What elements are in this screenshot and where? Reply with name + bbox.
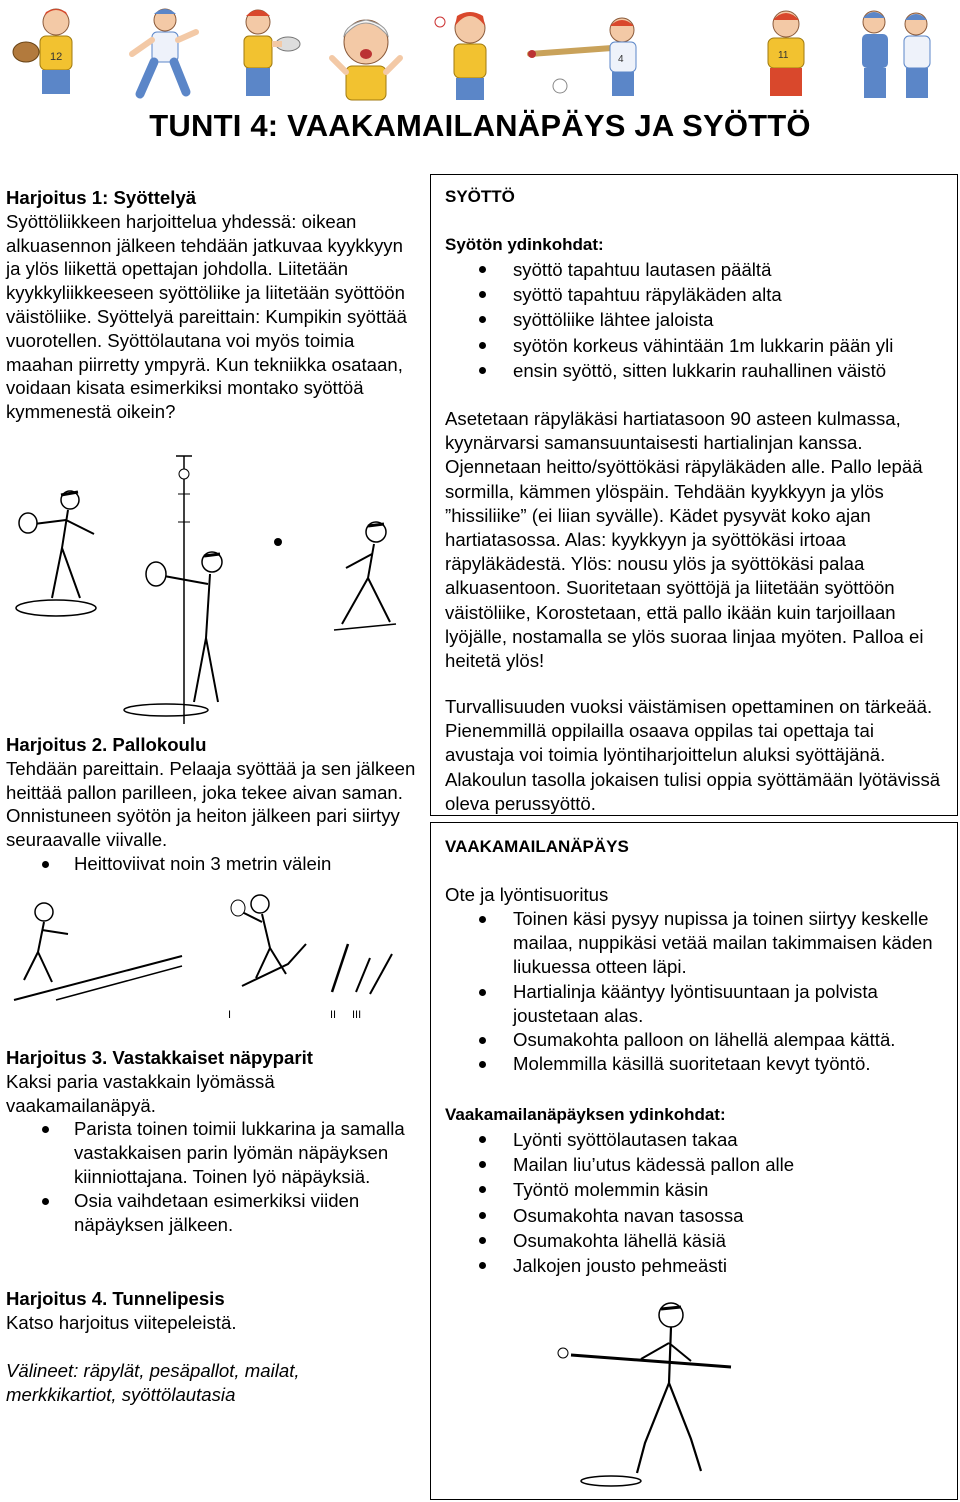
bullet-dot-icon: [479, 342, 486, 349]
exercise-3-bullet: Parista toinen toimii lukkarina ja samalla vastakkaisen parin lyömän näpäyksen kiinniottajana. Toinen lyö näpäyksiä.: [6, 1117, 416, 1188]
pitching-safety-note: Turvallisuuden vuoksi väistämisen opettaminen on tärkeää. Pienemmillä oppilailla osaava oppilas tai opettaja tai avustaja voi toimia lyöntiharjoittelun aluksi syöttäjänä. Alakoulun tasolla jokaisen tulisi oppia syöttämään lyötävissä oleva perussyöttö.: [445, 696, 941, 814]
bullet-dot-icon: [479, 1262, 486, 1269]
banner-player-pitching-illustration: [212, 2, 312, 104]
bunt-core-item: Työntö molemmin käsin: [445, 1177, 945, 1202]
banner-player-crouching-illustration: [736, 2, 836, 104]
bullet-dot-icon: [479, 1136, 486, 1143]
bullet-dot-icon: [42, 1198, 49, 1205]
bullet-dot-icon: [479, 916, 486, 923]
line-label-2: II: [330, 1009, 337, 1021]
exercise-3-bullet: Osia vaihdetaan esimerkiksi viiden näpäyksen jälkeen.: [6, 1189, 416, 1237]
svg-text:11: 11: [778, 50, 789, 61]
banner-player-catcher-illustration: [4, 2, 104, 104]
bullet-dot-icon: [479, 1212, 486, 1219]
bullet-dot-icon: [479, 316, 486, 323]
exercise-3: [6, 1046, 416, 1236]
bunting-batter-illustration: [541, 1293, 801, 1493]
bunt-core-item: Mailan liu’utus kädessä pallon alle: [445, 1152, 945, 1177]
bunt-technique-list: [445, 907, 945, 1076]
bunt-core-item: Lyönti syöttölautasen takaa: [445, 1127, 945, 1152]
pitching-core-item: syötön korkeus vähintään 1m lukkarin pään yli: [445, 333, 945, 358]
banner-player-shouting-illustration: [316, 2, 416, 104]
exercise-4-heading: Harjoitus 4. Tunnelipesis: [6, 1288, 225, 1309]
bullet-dot-icon: [479, 1161, 486, 1168]
bullet-dot-icon: [479, 1186, 486, 1193]
bunt-heading: VAAKAMAILANÄPÄYS: [445, 837, 629, 856]
bullet-dot-icon: [479, 266, 486, 273]
bunt-core-item: Osumakohta navan tasossa: [445, 1203, 945, 1228]
bunt-subheading: Ote ja lyöntisuoritus: [445, 884, 609, 905]
line-label-3: III: [352, 1009, 362, 1021]
bullet-dot-icon: [42, 861, 49, 868]
bullet-dot-icon: [479, 291, 486, 298]
line-label-1: I: [228, 1009, 232, 1021]
bunt-core-list: [445, 1127, 945, 1278]
bunt-technique-item: Osumakohta palloon on lähellä alempaa kättä.: [445, 1028, 945, 1052]
exercise-2-bullet: Heittoviivat noin 3 metrin välein: [6, 852, 416, 876]
pitching-heading: SYÖTTÖ: [445, 187, 515, 206]
svg-text:12: 12: [50, 51, 63, 63]
banner-player-batting-illustration: [520, 2, 650, 104]
pitching-instructions: Asetetaan räpyläkäsi hartiatasoon 90 asteen kulmassa, kyynärvarsi samansuuntaisesti hartialinjan kanssa. Ojennetaan heitto/syöttökäsi räpyläkäden alle. Pallo lepää sormilla, kämmen ylöspäin. Tehdään kyykkyyn ja ylös ”hissiliike” (ei liian syvälle). Kädet pysyvät koko ajan hartiatasossa. Alas: kyykkyyn ja syöttökäsi irtoaa räpyläkädestä. Ylös: nousu ylös ja syöttökäsi palaa alkuasentoon. Suoritetaan syöttöjä ja liitetään syöttöön väistöliike, Korostetaan, että pallo ikään kuin tarjoillaan lyöjälle, nostamalla se ylös suoraa linjaa myöten. Palloa ei heitetä ylös!: [445, 408, 924, 672]
pitching-practice-illustration: [6, 448, 416, 726]
bunt-box: [430, 822, 958, 1500]
exercise-1-heading: Harjoitus 1: Syöttelyä: [6, 187, 197, 208]
banner-player-helmet-illustration: [420, 2, 520, 104]
exercise-1-body: Syöttöliikkeen harjoittelua yhdessä: oikean alkuasennon jälkeen tehdään jatkuvaa kyykkyyn ja ylös liikettä opettajan johdolla. Liitetään kyykkyliikkeeseen syöttöliike ja liitetään syöttöön väistöliike. Syöttelyä pareittain: Kumpikin syöttää vuorotellen. Syöttölautana voi myös toimia maahan piirretty ympyrä. Kun tekniikka osataan, voidaan kisata esimerkiksi montako syöttöä kymmenestä oikein?: [6, 210, 407, 423]
bunt-core-item: Jalkojen jousto pehmeästi: [445, 1253, 945, 1278]
bunt-core-heading: Vaakamailanäpäyksen ydinkohdat:: [445, 1105, 726, 1124]
pitching-core-item: syöttö tapahtuu lautasen päältä: [445, 257, 945, 282]
bunt-technique-item: Hartialinja kääntyy lyöntisuuntaan ja polvista joustetaan alas.: [445, 980, 945, 1028]
throwing-lines-illustration: [6, 888, 416, 1028]
bullet-dot-icon: [479, 1037, 486, 1044]
exercise-4: [6, 1287, 416, 1335]
bunt-technique-item: Molemmilla käsillä suoritetaan kevyt työntö.: [445, 1052, 945, 1076]
bullet-dot-icon: [479, 1061, 486, 1068]
exercise-3-body: Kaksi paria vastakkain lyömässä vaakamailanäpyä.: [6, 1070, 275, 1116]
bunt-core-item: Osumakohta lähellä käsiä: [445, 1228, 945, 1253]
pitching-subheading: Syötön ydinkohdat:: [445, 235, 604, 254]
bullet-dot-icon: [479, 367, 486, 374]
banner-two-players-illustration: [838, 2, 956, 104]
exercise-2-heading: Harjoitus 2. Pallokoulu: [6, 734, 207, 755]
exercise-2-body: Tehdään pareittain. Pelaaja syöttää ja sen jälkeen heittää pallon parilleen, joka tekee aivan saman. Onnistuneen syötön ja heiton jälkeen pari siirtyy seuraavalle viivalle.: [6, 757, 416, 851]
bunt-technique-item: Toinen käsi pysyy nupissa ja toinen siirtyy keskelle mailaa, nuppikäsi vetää mailan takimmaisen käden liukuessa otteen läpi.: [445, 907, 945, 980]
exercise-1: [6, 186, 416, 424]
exercise-4-body: Katso harjoitus viitepeleistä.: [6, 1311, 237, 1333]
pitching-core-item: syöttöliike lähtee jaloista: [445, 307, 945, 332]
svg-text:4: 4: [618, 54, 624, 65]
pitching-core-list: [445, 257, 945, 383]
banner-player-running-illustration: [110, 2, 210, 104]
pitching-core-item: ensin syöttö, sitten lukkarin rauhallinen väistö: [445, 358, 945, 383]
exercise-2: [6, 733, 416, 876]
pitching-core-item: syöttö tapahtuu räpyläkäden alta: [445, 282, 945, 307]
equipment-note: Välineet: räpylät, pesäpallot, mailat, merkkikartiot, syöttölautasia: [6, 1360, 300, 1405]
bullet-dot-icon: [42, 1126, 49, 1133]
bullet-dot-icon: [479, 1237, 486, 1244]
page-title: TUNTI 4: VAAKAMAILANÄPÄYS JA SYÖTTÖ: [149, 108, 811, 143]
exercise-3-heading: Harjoitus 3. Vastakkaiset näpyparit: [6, 1047, 313, 1068]
bullet-dot-icon: [479, 989, 486, 996]
pitching-box: [430, 174, 958, 816]
